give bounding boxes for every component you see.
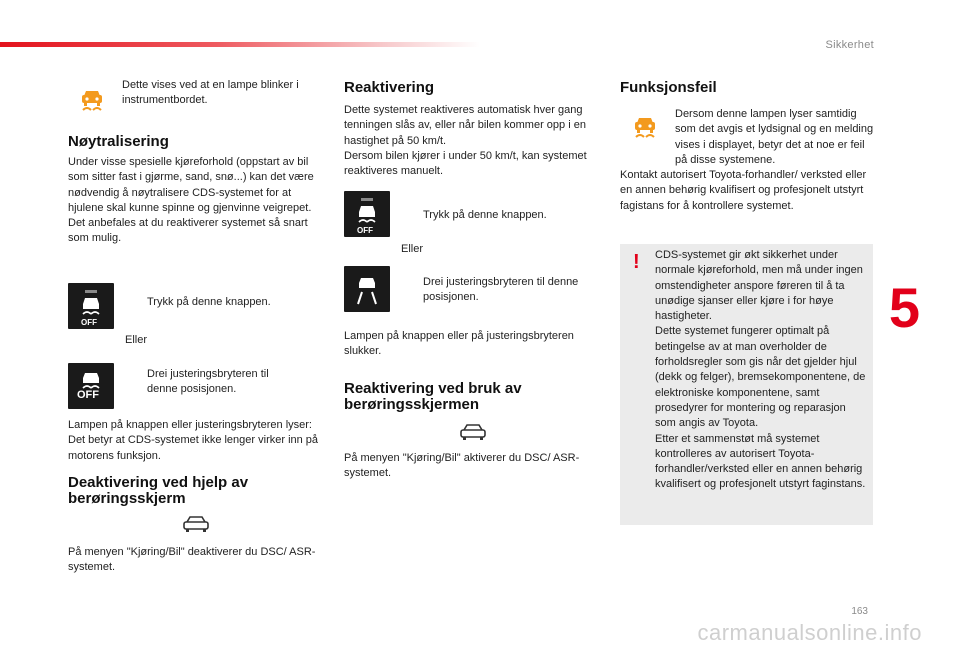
header-accent-bar: [0, 42, 480, 47]
or-label: Eller: [401, 243, 424, 255]
warning-icon: !: [633, 251, 640, 273]
off-label: OFF: [77, 389, 99, 401]
reactivation-body: Dette systemet reaktiveres automatisk hver gang tenningen slås av, eller når bilen kommer opp i en hastighet på 50 km/t. Dersom bilen kjører i under 50 km/t, kan systemet reaktiveres manuelt.: [344, 104, 587, 178]
car-menu-icon: [181, 513, 211, 535]
lamp-lit-text: Lampen på knappen eller justeringsbryteren lyser: Det betyr at CDS-systemet ikke lenger virker inn på motorens funksjon.: [68, 419, 319, 462]
press-button-step: Trykk på denne knappen.: [147, 296, 271, 308]
touch-deactivate-text: På menyen "Kjøring/Bil" deaktiverer du DSC/ ASR-systemet.: [68, 546, 316, 574]
esc-off-button-icon: [68, 283, 114, 329]
press-button-step: Trykk på denne knappen.: [423, 209, 547, 221]
heading-touch-reactivate: Reaktivering ved bruk av berøringsskjermen: [344, 380, 522, 413]
chapter-number: 5: [888, 276, 920, 339]
esc-off-dial-icon: [68, 363, 114, 409]
heading-reactivation: Reaktivering: [344, 79, 435, 96]
heading-malfunction: Funksjonsfeil: [620, 79, 717, 96]
turn-dial-step: Drei justeringsbryteren til denne posisjonen.: [147, 368, 269, 396]
intro-text: Dette vises ved at en lampe blinker i instrumentbordet.: [122, 79, 299, 107]
car-menu-icon: [458, 421, 488, 443]
section-title: Sikkerhet: [825, 39, 874, 51]
malfunction-contact-text: Kontakt autorisert Toyota-forhandler/ verksted eller en annen behørig kvalifisert og profesjonelt utstyrt fagistans for å kontrollere systemet.: [620, 169, 867, 212]
heading-touch-deactivate: Deaktivering ved hjelp av berøringsskjerm: [68, 474, 249, 507]
esc-off-button-icon: [344, 191, 390, 237]
skid-warning-lamp-icon: [628, 110, 662, 144]
lamp-off-text: Lampen på knappen eller på justeringsbryteren slukker.: [344, 330, 574, 358]
warning-text: CDS-systemet gir økt sikkerhet under normale kjøreforhold, men må under ingen omstendigheter anspore føreren til å ta unødige sjanser eller kjøre i for høye hastigheter. Dette systemet fungerer optimalt på betingelse av at man overholder de forholdsregler som gis når det gjelder hjul (dekk og felger), bremsekomponentene, de elektroniske komponentene, samt prosedyrer for montering og reparasjon som angis av Toyota. Etter et sammenstøt må systemet kontrolleres av autorisert Toyota-forhandler/verksted eller en annen behørig kvalifisert og profesjonelt utstyrt faginstans.: [655, 249, 866, 491]
malfunction-lamp-text: Dersom denne lampen lyser samtidig som det avgis et lydsignal og en melding vises i displayet, betyr det at noe er feil på disse systemene.: [675, 108, 874, 166]
touch-reactivate-text: På menyen "Kjøring/Bil" aktiverer du DSC/ ASR-systemet.: [344, 452, 580, 480]
neutralisation-body: Under visse spesielle kjøreforhold (oppstart av bil som sitter fast i gjørme, sand, snø...) kan det være nødvendig å nøytralisere CDS-systemet for at hjulene skal kunne spinne og gjenvinne veigrepet. Det anbefales at du reaktiverer systemet så snart som mulig.: [68, 156, 314, 245]
off-label: OFF: [81, 318, 97, 327]
turn-dial-step: Drei justeringsbryteren til denne posisjonen.: [423, 276, 579, 304]
off-label: OFF: [357, 226, 373, 235]
watermark: carmanualsonline.info: [697, 620, 922, 645]
esc-on-dial-icon: [344, 266, 390, 312]
page-number: 163: [851, 606, 868, 617]
or-label: Eller: [125, 334, 148, 346]
heading-neutralisation: Nøytralisering: [68, 133, 169, 150]
skid-warning-lamp-icon: [75, 83, 109, 117]
